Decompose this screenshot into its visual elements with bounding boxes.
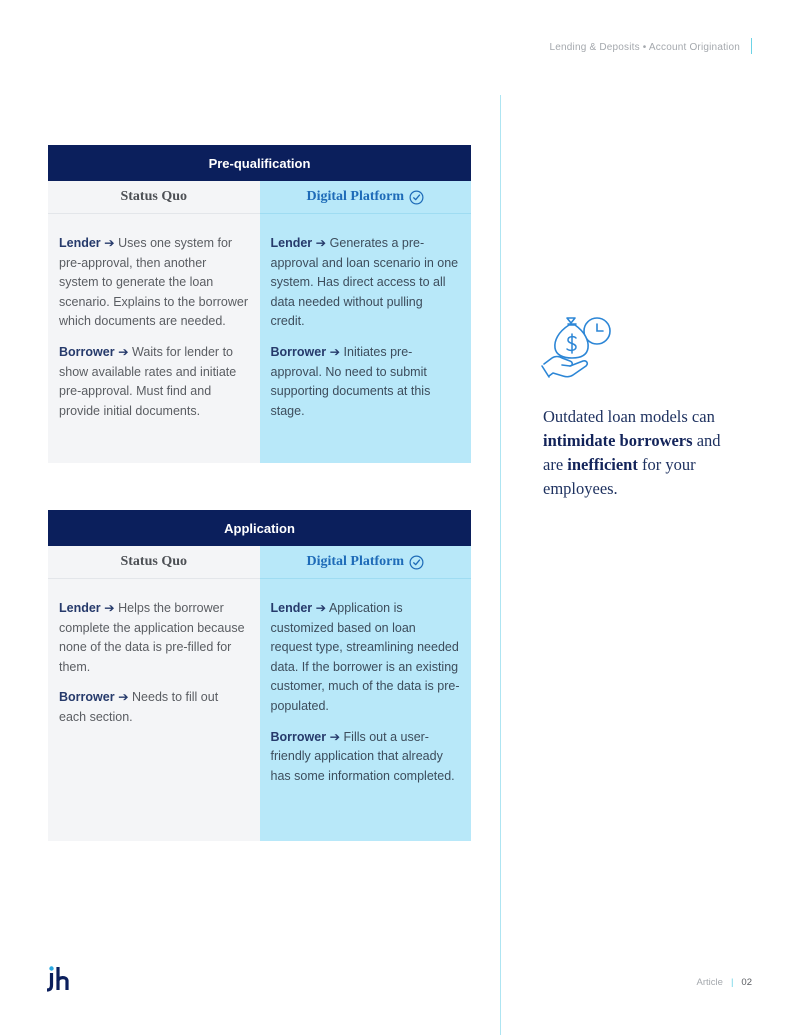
column-header-digital: Digital Platform — [260, 546, 472, 579]
lender-paragraph: Lender ➔ Helps the borrower complete the application because none of the data is pre-filled for them. — [59, 601, 245, 674]
column-header-status-quo: Status Quo — [48, 546, 260, 579]
vertical-divider — [500, 95, 501, 1035]
breadcrumb-divider — [751, 38, 752, 54]
page-footer — [697, 977, 752, 988]
column-header-status-quo: Status Quo — [48, 181, 260, 214]
check-circle-icon — [409, 555, 424, 570]
table-title: Application — [48, 510, 471, 546]
table-title: Pre-qualification — [48, 145, 471, 181]
footer-label: Article — [696, 977, 723, 988]
callout-quote: Outdated loan models can intimidate borrowers and are inefficient for your employees. — [543, 407, 721, 498]
application-table — [48, 510, 471, 841]
money-bag-clock-hand-icon — [540, 314, 614, 380]
digital-platform-column — [260, 181, 472, 463]
borrower-paragraph: Borrower ➔ Initiates pre-approval. No need to submit supporting documents at this stage. — [270, 344, 431, 418]
digital-platform-column — [260, 546, 472, 841]
borrower-paragraph: Borrower ➔ Waits for lender to show available rates and initiate pre-approval. Must find and provide initial documents. — [59, 344, 237, 418]
lender-paragraph: Lender ➔ Generates a pre-approval and loan scenario in one system. Has direct access to all data needed without pulling credit. — [270, 236, 459, 329]
borrower-paragraph: Borrower ➔ Needs to fill out each section. — [59, 690, 219, 724]
breadcrumb: Lending & Deposits • Account Origination — [549, 42, 740, 53]
check-circle-icon — [409, 190, 424, 205]
footer-separator: | — [730, 977, 734, 988]
column-header-digital: Digital Platform — [260, 181, 472, 214]
jh-logo — [47, 966, 71, 992]
status-quo-column — [48, 546, 260, 841]
prequalification-table — [48, 145, 471, 463]
borrower-paragraph: Borrower ➔ Fills out a user-friendly application that already has some information completed. — [270, 729, 455, 783]
status-quo-column — [48, 181, 260, 463]
page-number: 02 — [741, 977, 752, 988]
lender-paragraph: Lender ➔ Uses one system for pre-approval, then another system to generate the loan scenario. Explains to the borrower which documents are needed. — [59, 236, 248, 329]
lender-paragraph: Lender ➔ Application is customized based on loan request type, streamlining needed data. If the borrower is an existing customer, much of the data is pre-populated. — [270, 601, 460, 713]
